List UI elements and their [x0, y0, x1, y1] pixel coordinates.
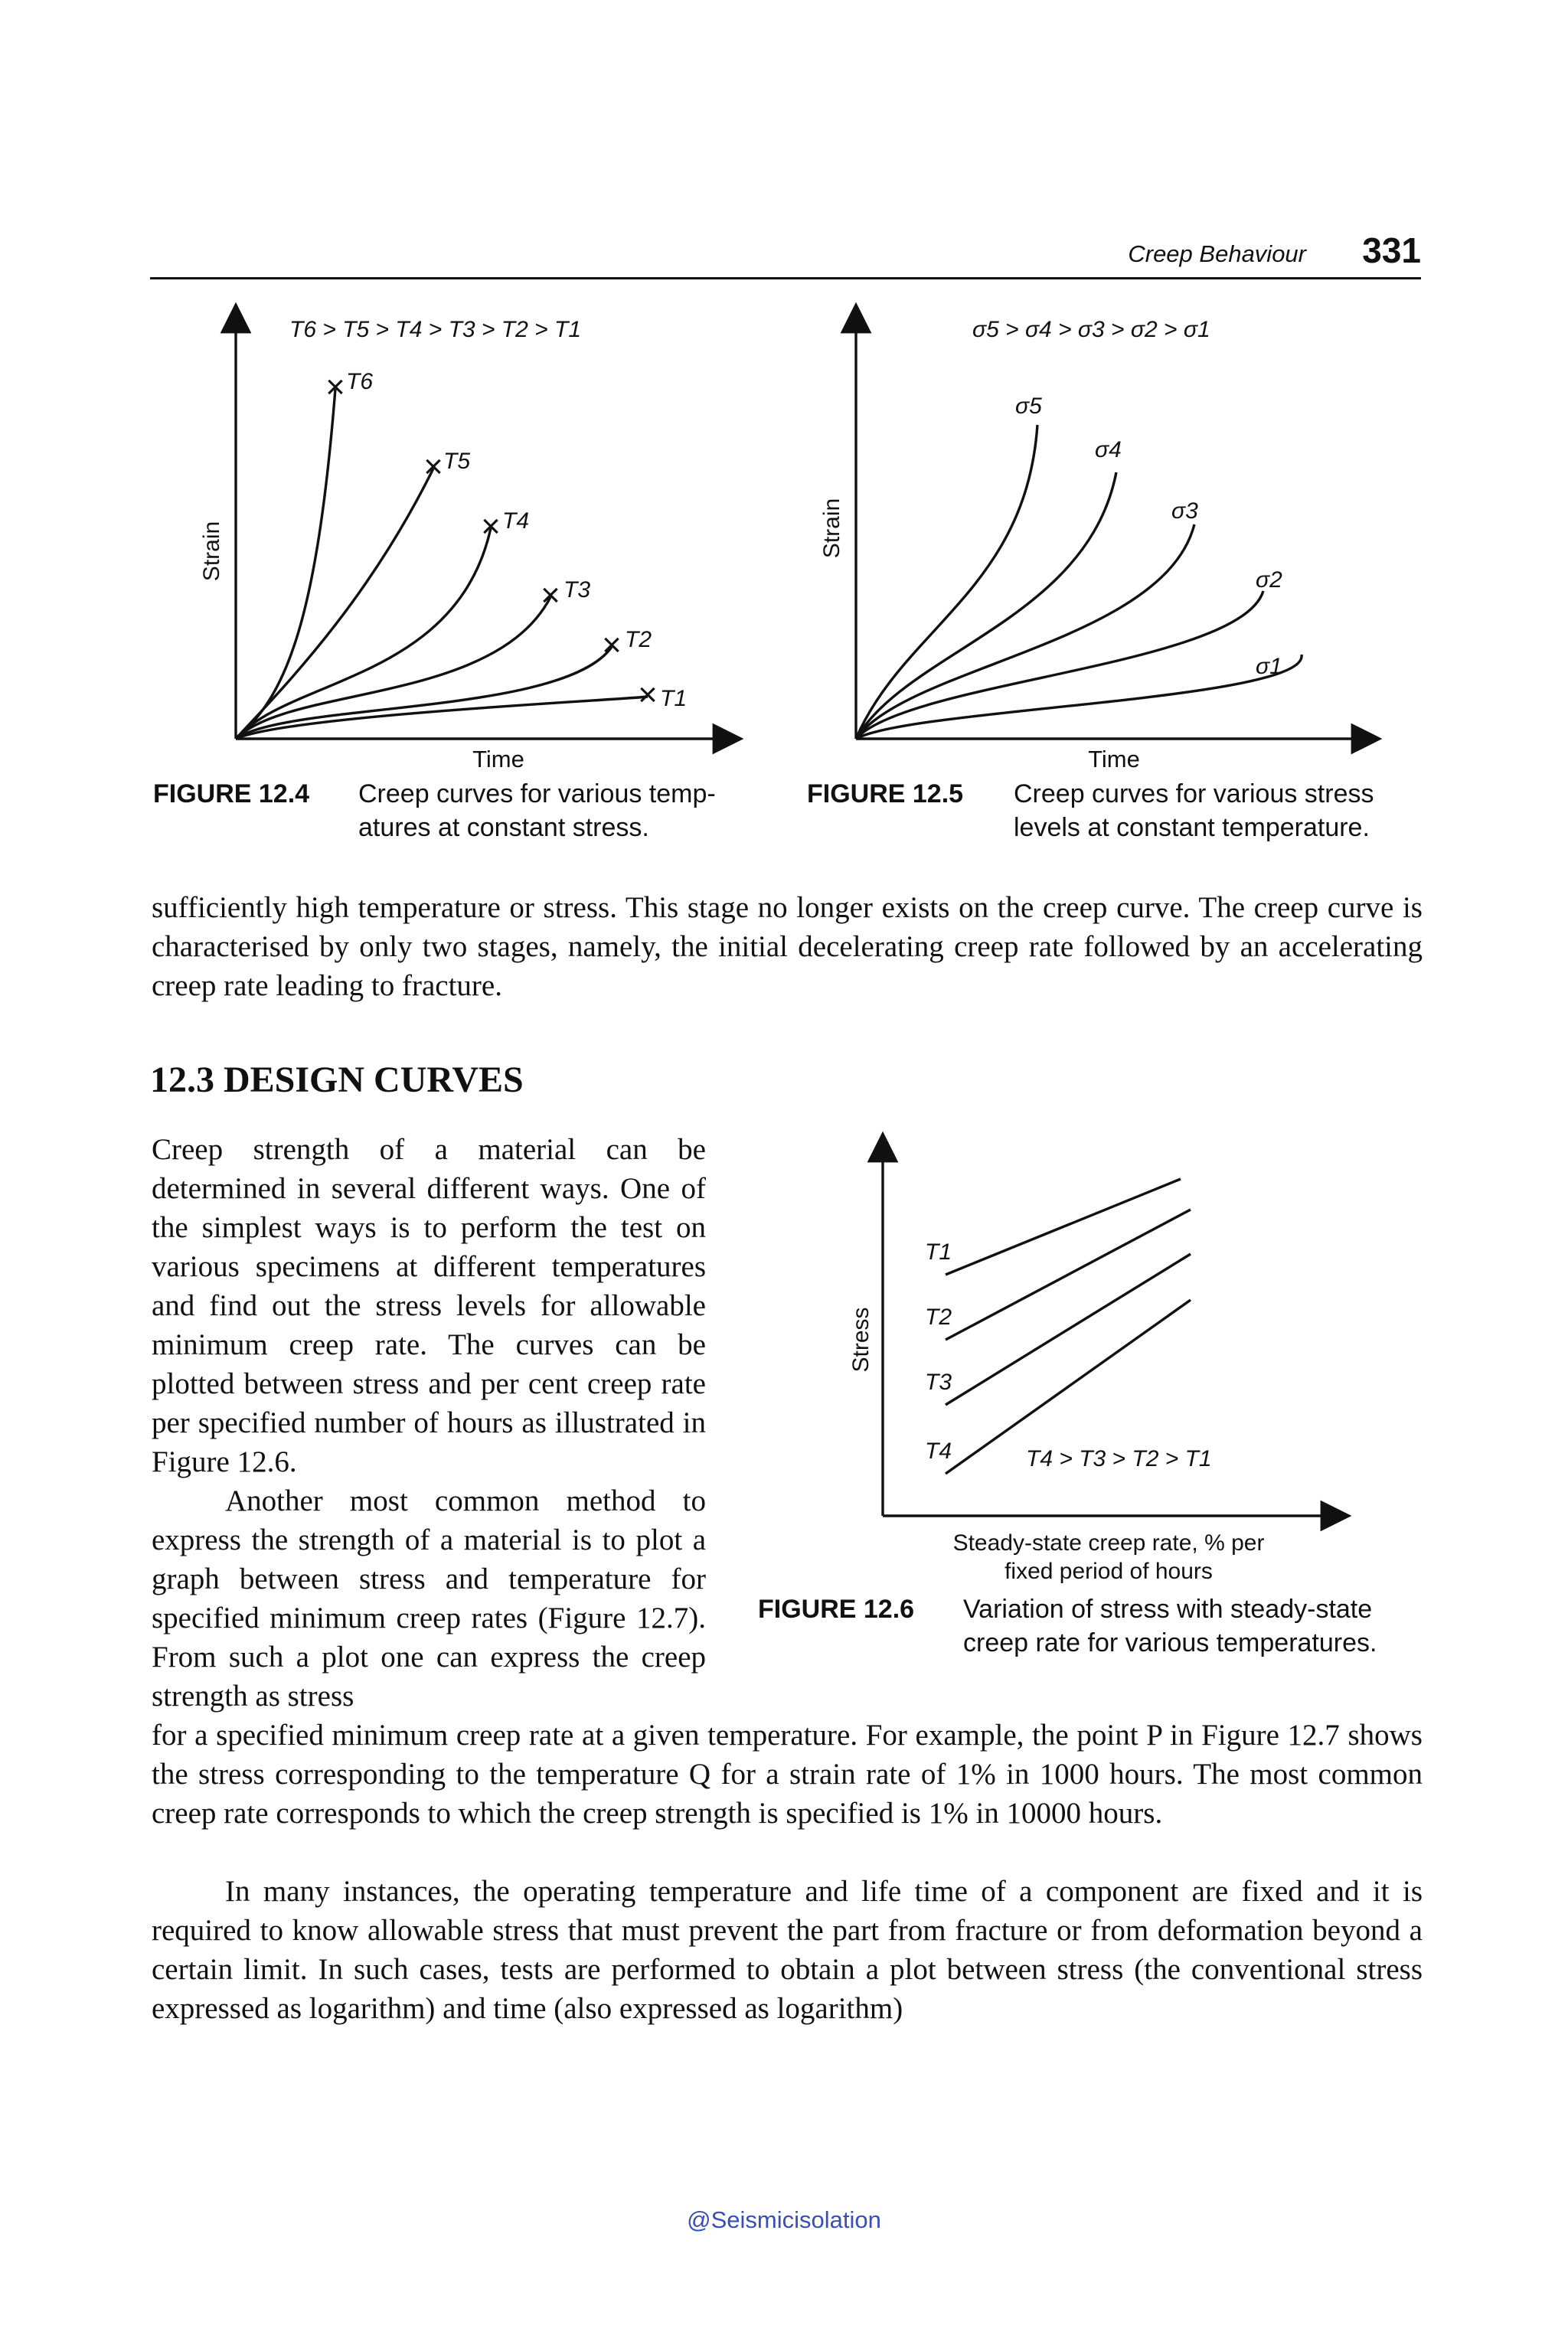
- figure-12-4-chart: [150, 299, 763, 773]
- curve-t4: [236, 528, 491, 739]
- series-label-s4: σ4: [1095, 437, 1122, 462]
- page-number: 331: [1362, 230, 1421, 270]
- fracture-marker-t3: ×: [541, 576, 560, 614]
- x-axis-label: Time: [472, 746, 524, 772]
- paragraph: sufficiently high temperature or stress. This stage no longer exists on the creep curve. The creep curve is characterised by only two stages, namely, the initial decelerating creep rate followed by an accelerating creep rate leading to fracture.: [152, 891, 1423, 1002]
- curve-group: [856, 425, 1302, 739]
- caption-text: Variation of stress with steady-state creep rate for various temperatures.: [963, 1595, 1377, 1657]
- curve-group: [946, 1179, 1191, 1474]
- y-axis-label: Stress: [848, 1307, 874, 1373]
- curve-s3: [856, 524, 1194, 739]
- figure-12-5-caption: [807, 777, 1427, 851]
- figure-12-5-chart: [773, 299, 1424, 773]
- figure-label: FIGURE 12.6: [758, 1595, 915, 1624]
- series-label-t3: T3: [925, 1370, 952, 1395]
- x-axis-label-line1: Steady-state creep rate, % per: [952, 1530, 1265, 1556]
- figure-12-6-caption: [758, 1592, 1424, 1666]
- legend-note: T4 > T3 > T2 > T1: [1026, 1446, 1212, 1471]
- section-heading: 12.3 DESIGN CURVES: [150, 1060, 524, 1100]
- series-label-t2: T2: [625, 627, 652, 652]
- curve-s1: [856, 655, 1302, 739]
- y-axis-label: Strain: [199, 521, 224, 582]
- curve-s5: [856, 425, 1037, 739]
- watermark: @Seismicisolation: [687, 2206, 881, 2233]
- paragraph: Creep strength of a material can be determined in several different ways. One of the simplest ways is to perform the test on various specimens at different temperatures and find out the stress levels for allowable minimum creep rate. The curves can be plotted between stress and per cent creep rate per specified number of hours as illustrated in Figure 12.6.: [152, 1133, 706, 1478]
- curve-t2: [236, 647, 612, 739]
- legend-note: T6 > T5 > T4 > T3 > T2 > T1: [289, 317, 582, 342]
- series-label-t1: T1: [660, 686, 688, 711]
- fracture-marker-t2: ×: [602, 626, 622, 664]
- paragraph: for a specified minimum creep rate at a given temperature. For example, the point P in Figure 12.7 shows the stress corresponding to the temperature Q for a strain rate of 1% in 1000 hours. The most common creep rate corresponds to which the creep strength is specified is 1% in 10000 hours.: [152, 1719, 1423, 1830]
- series-label-t5: T5: [443, 449, 471, 474]
- x-axis-label: Time: [1088, 746, 1140, 772]
- paragraph: Another most common method to express the strength of a material is to plot a graph between stress and temperature for specified minimum creep rates (Figure 12.7). From such a plot one can express the creep strength as stress: [152, 1484, 706, 1713]
- series-label-t2: T2: [925, 1305, 952, 1330]
- series-label-s2: σ2: [1256, 567, 1282, 593]
- figure-12-4-caption: [153, 777, 766, 851]
- series-label-s5: σ5: [1015, 394, 1042, 419]
- figure-12-6-chart: [835, 1133, 1424, 1584]
- series-label-s1: σ1: [1256, 654, 1282, 679]
- paragraph: In many instances, the operating temperature and life time of a component are fixed and it is required to know allowable stress that must prevent the part from fracture or from deformation beyond a certain limit. In such cases, tests are performed to obtain a plot between stress (the conventional stress expressed as logarithm) and time (also expressed as logarithm): [152, 1875, 1423, 2025]
- caption-text: Creep curves for various stress levels at constant temperature.: [1014, 779, 1374, 842]
- curve-s2: [856, 591, 1263, 739]
- curve-group: [236, 389, 648, 739]
- y-axis-label: Strain: [819, 498, 844, 559]
- fracture-marker-t4: ×: [481, 508, 501, 545]
- line-t2: [946, 1210, 1191, 1340]
- x-axis-label-line2: fixed period of hours: [1004, 1559, 1213, 1584]
- caption-text: Creep curves for various temp- atures at constant stress.: [358, 779, 716, 842]
- fracture-marker-t6: ×: [325, 368, 345, 406]
- curve-t3: [236, 597, 550, 739]
- series-label-t1: T1: [925, 1239, 952, 1265]
- figure-label: FIGURE 12.5: [807, 779, 964, 808]
- series-label-s3: σ3: [1171, 498, 1198, 524]
- line-t3: [946, 1254, 1191, 1405]
- series-label-t4: T4: [502, 508, 530, 534]
- series-label-t6: T6: [346, 369, 374, 394]
- series-label-t3: T3: [564, 577, 591, 603]
- running-header: [150, 228, 1421, 279]
- fracture-marker-t5: ×: [423, 448, 443, 485]
- series-label-t4: T4: [925, 1439, 952, 1464]
- line-t1: [946, 1179, 1181, 1275]
- running-title: Creep Behaviour: [1128, 240, 1306, 267]
- curve-s4: [856, 472, 1116, 739]
- fracture-marker-t1: ×: [638, 676, 658, 714]
- legend-note: σ5 > σ4 > σ3 > σ2 > σ1: [972, 317, 1210, 342]
- figure-label: FIGURE 12.4: [153, 779, 310, 808]
- curve-t5: [236, 469, 433, 739]
